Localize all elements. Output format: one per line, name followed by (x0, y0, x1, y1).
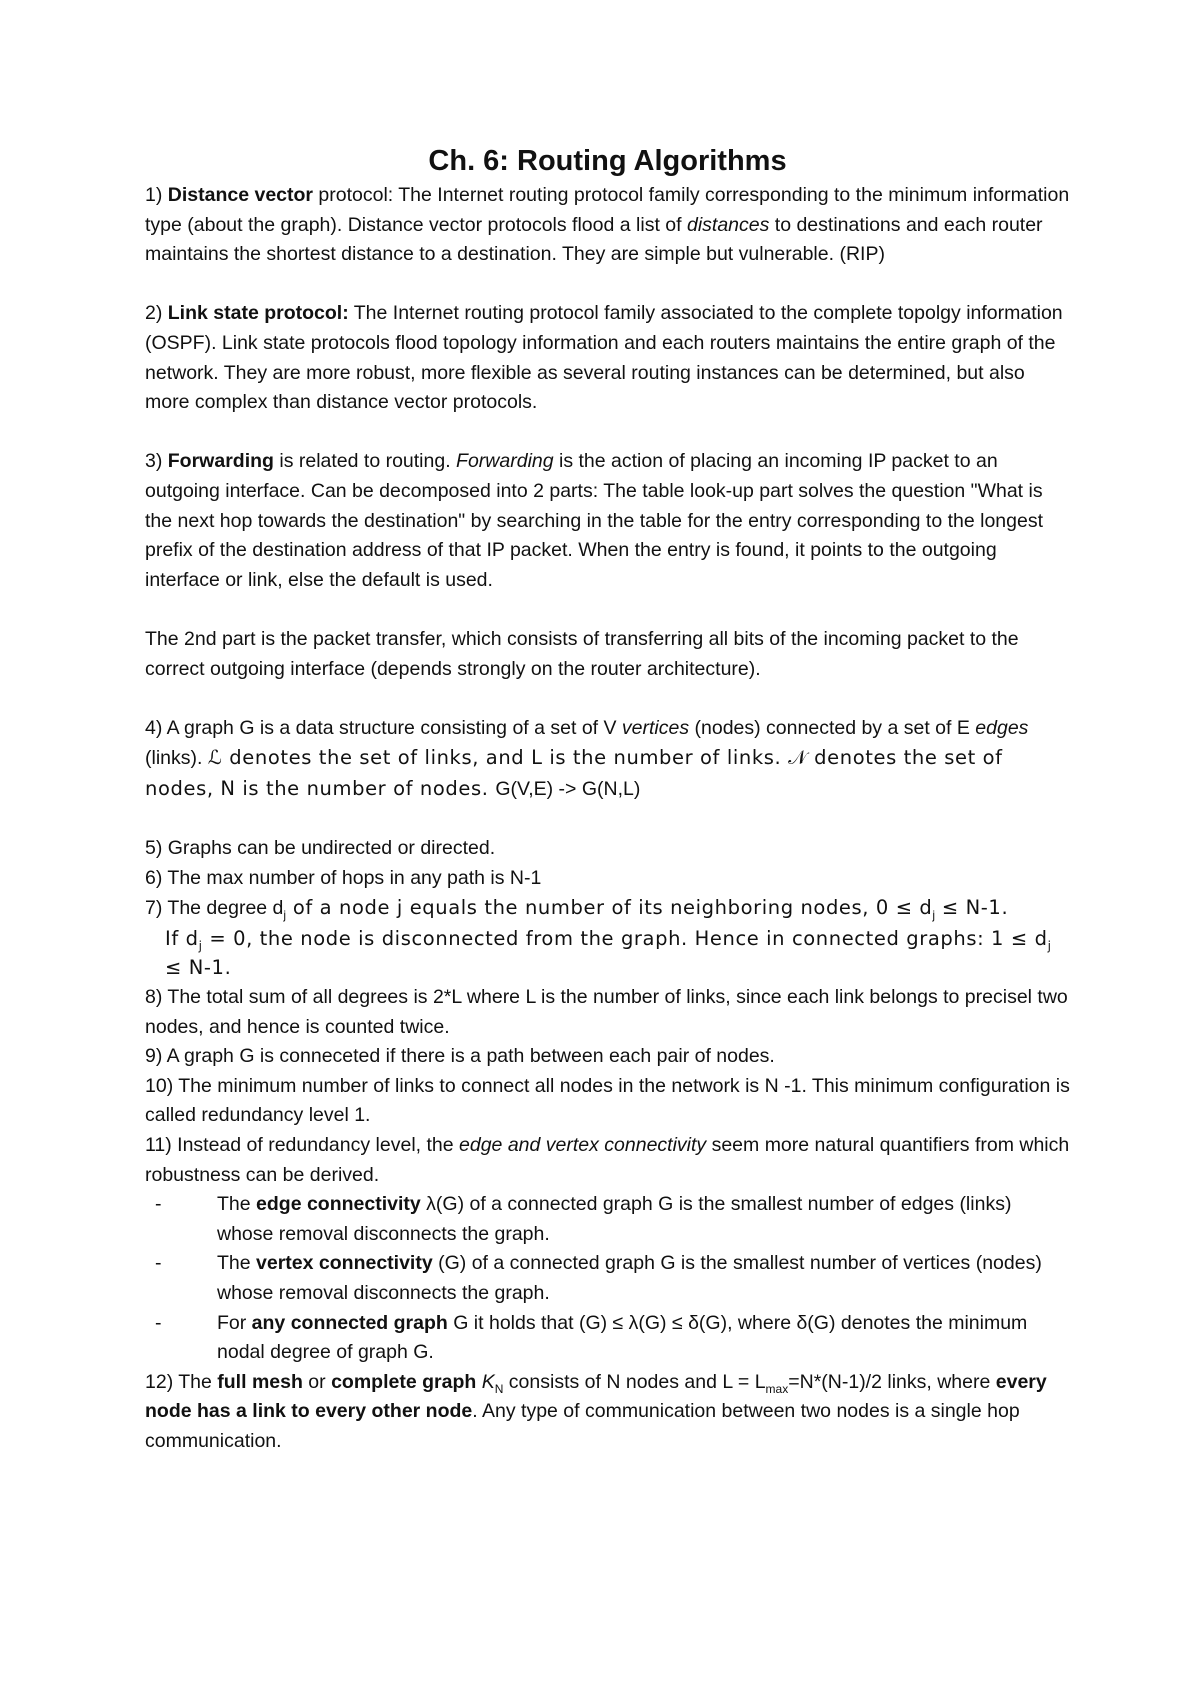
body-text: For (217, 1311, 252, 1334)
item-11 (145, 1131, 1070, 1190)
item-5: 5) Graphs can be undirected or directed. (145, 837, 496, 860)
subscript-j: j (283, 908, 287, 923)
list-item-edge-connectivity (217, 1190, 1070, 1249)
nodes-set-symbol: 𝒩 (788, 746, 808, 770)
body-text: is related to routing. (273, 450, 457, 473)
body-text: =N*(N-1)/2 links, where (788, 1370, 996, 1393)
term-vertex-connectivity: vertex connectivity (256, 1252, 433, 1275)
item-8: 8) The total sum of all degrees is 2*L where L is the number of links, since each link belongs to precisel two nodes, and hence is counted twice. (145, 986, 1068, 1038)
body-text: (G) of a connected graph G is the smallest number of vertices (nodes) whose removal disconnects the graph. (217, 1252, 1042, 1304)
body-text: to destinations and each router maintains the shortest distance to a destination. They are simple but vulnerable. (RIP) (145, 213, 1043, 266)
body-text: The (217, 1193, 257, 1216)
body-text: = 0, the node is disconnected from the graph. Hence in connected graphs: 1 ≤ d (202, 926, 1048, 950)
body-text: denotes the set of nodes, N is the number of nodes. (145, 746, 1003, 800)
spacer (145, 804, 1070, 834)
body-text: (nodes) connected by a set of E (689, 716, 976, 739)
body-text: 7) The degree d (145, 897, 284, 920)
body-text: is the action of placing an incoming IP packet to an outgoing interface. Can be decomposed into 2 parts: The table look-up part solves the question "What is the next hop towards the destination" by searching in the table for the entry corresponding to the longest prefix of the destination address of that IP packet. When the entry is found, it points to the outgoing interface or link, else the default is used. (145, 450, 1043, 591)
list-item-connected-graph (217, 1309, 1070, 1368)
term-link-state: Link state protocol: (167, 302, 349, 325)
emphasis-distances: distances (686, 213, 770, 236)
item-number: 2) (145, 302, 168, 325)
term-full-mesh: full mesh (217, 1370, 303, 1393)
body-text: The (217, 1252, 257, 1275)
item-10: 10) The minimum number of links to connect all nodes in the network is N -1. This minimum configuration is called redundancy level 1. (145, 1074, 1070, 1127)
body-text: If d (165, 926, 199, 950)
paragraph-distance-vector (145, 181, 1070, 270)
item-12 (145, 1368, 1070, 1457)
term-any-connected-graph: any connected graph (251, 1311, 448, 1334)
connectivity-list (145, 1190, 1070, 1368)
subscript-j: j (198, 938, 203, 953)
body-text: ≤ N-1. (935, 896, 1009, 920)
body-text: consists of N nodes and L = L (503, 1370, 766, 1393)
body-text: . Any type of communication between two nodes is a single hop communication. (145, 1400, 1020, 1452)
body-text: 4) A graph G is a data structure consisting of a set of V (145, 716, 622, 739)
body-text: or (302, 1370, 332, 1393)
term-forwarding: Forwarding (167, 450, 274, 473)
subscript-n: N (494, 1381, 504, 1396)
spacer (145, 595, 1070, 625)
term-distance-vector: Distance vector (167, 184, 313, 206)
item-7 (145, 893, 1070, 924)
graph-notation: G(V,E) -> G(N,L) (495, 777, 641, 800)
item-6: 6) The max number of hops in any path is N-1 (145, 866, 542, 889)
subscript-j: j (932, 908, 936, 923)
body-text: denotes the set of links, and L is the number of links. (222, 746, 789, 770)
body-text: λ(G) of a connected graph G is the smallest number of edges (links) whose removal disconnects the graph. (217, 1193, 1012, 1245)
item-7-continued (145, 924, 1070, 983)
emphasis-connectivity: edge and vertex connectivity (459, 1134, 707, 1156)
body-text: The Internet routing protocol family associated to the complete topolgy information (OSPF). Link state protocols flood topology information and each routers maintains the entire graph of the network. They are more robust, more flexible as several routing instances can be determined, but also more complex than distance vector protocols. (145, 302, 1063, 414)
body-text: 12) The (145, 1370, 218, 1393)
term-edge-connectivity: edge connectivity (256, 1193, 421, 1216)
paragraph-link-state (145, 299, 1070, 417)
body-text: 11) Instead of redundancy level, the (145, 1134, 460, 1156)
item-number: 3) (145, 450, 168, 473)
body-text: of a node j equals the number of its neighboring nodes, 0 ≤ d (286, 896, 933, 920)
term-every-node-link: every node has a link to every other node (145, 1370, 1047, 1423)
paragraph-forwarding (145, 447, 1070, 595)
list-item-vertex-connectivity (217, 1249, 1070, 1308)
emphasis-vertices: vertices (621, 716, 690, 739)
spacer (145, 270, 1070, 300)
subscript-max: max (765, 1381, 789, 1396)
page-title: Ch. 6: Routing Algorithms (428, 145, 787, 177)
body-text: ≤ N-1. (165, 956, 232, 980)
body-text: protocol: The Internet routing protocol family corresponding to the minimum information type (about the graph). Distance vector protocols flood a list of (145, 184, 1070, 236)
paragraph-graph-definition (145, 714, 1070, 805)
body-text: (links). (145, 747, 208, 770)
emphasis-forwarding: Forwarding (456, 450, 554, 473)
spacer (145, 684, 1070, 714)
complete-graph-symbol: K (481, 1370, 495, 1393)
links-set-symbol: ℒ (207, 746, 223, 770)
body-text: G it holds that (G) ≤ λ(G) ≤ δ(G), where δ(G) denotes the minimum nodal degree of graph G. (217, 1311, 1028, 1364)
item-number: 1) (145, 184, 168, 206)
body-text: seem more natural quantifiers from which robustness can be derived. (145, 1134, 1070, 1186)
item-9: 9) A graph G is conneceted if there is a path between each pair of nodes. (145, 1045, 775, 1068)
spacer (145, 418, 1070, 448)
emphasis-edges: edges (975, 716, 1029, 739)
subscript-j: j (1047, 938, 1052, 953)
term-complete-graph: complete graph (331, 1370, 477, 1393)
paragraph-packet-transfer: The 2nd part is the packet transfer, which consists of transferring all bits of the incoming packet to the correct outgoing interface (depends strongly on the router architecture). (145, 627, 1019, 680)
